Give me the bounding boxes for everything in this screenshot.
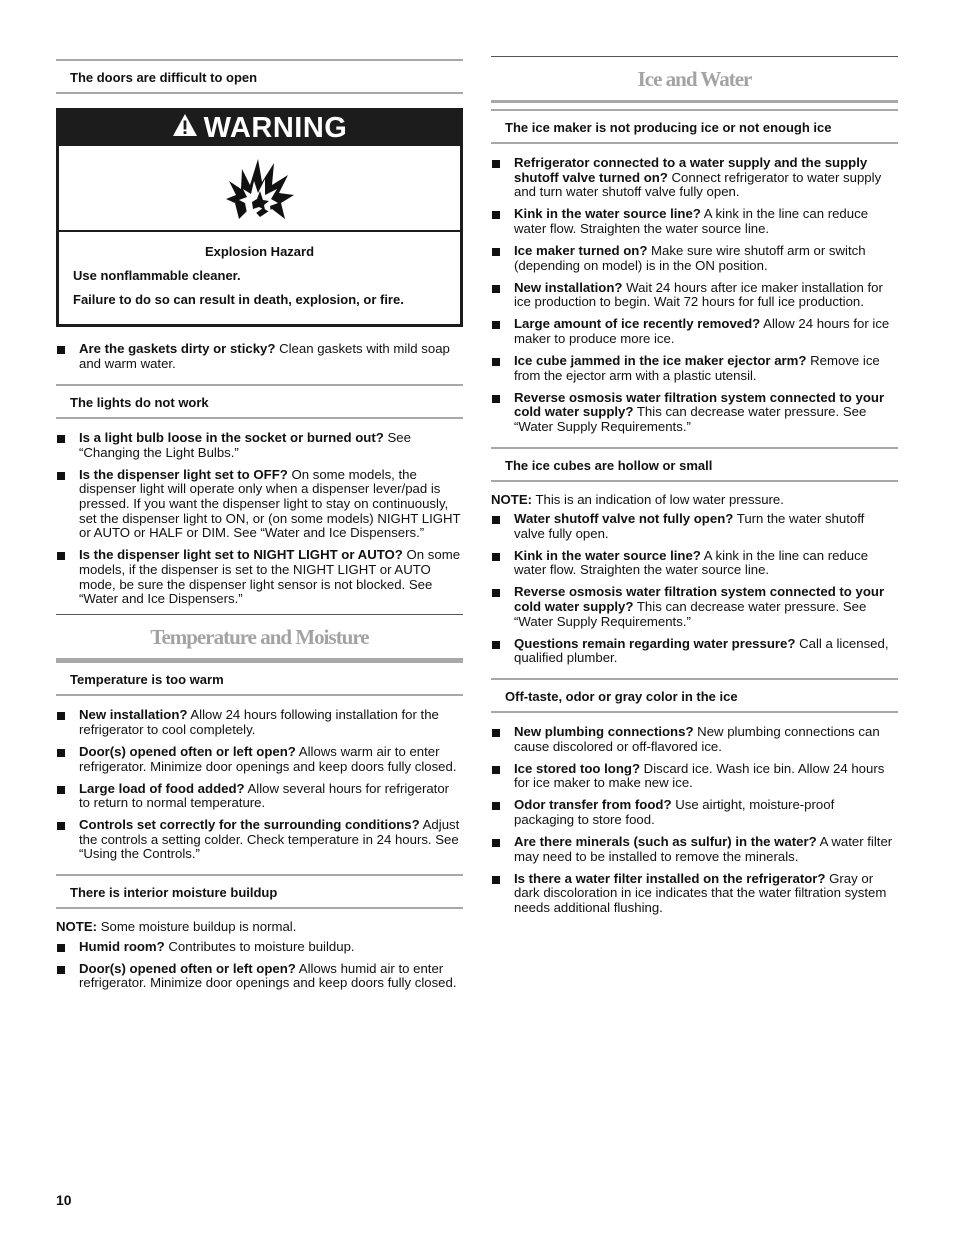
- left-column: [56, 56, 463, 998]
- bullet-square-icon: [492, 211, 500, 219]
- temperature-section-title: Temperature and Moisture: [56, 614, 463, 661]
- moisture-header: There is interior moisture buildup: [56, 874, 463, 909]
- warning-heading: [59, 111, 460, 146]
- moisture-list: [56, 940, 463, 991]
- bullet-square-icon: [492, 553, 500, 561]
- doors-header: The doors are difficult to open: [56, 59, 463, 94]
- bullet-square-icon: [57, 472, 65, 480]
- list-item: Ice cube jammed in the ice maker ejector arm? Remove ice from the ejector arm with a plastic utensil.: [491, 354, 898, 383]
- list-item: New installation? Allow 24 hours following installation for the refrigerator to cool completely.: [56, 708, 463, 737]
- list-item: Controls set correctly for the surrounding conditions? Adjust the controls a setting colder. Check temperature in 24 hours. See “Using the Controls.”: [56, 818, 463, 862]
- bullet-square-icon: [57, 822, 65, 830]
- list-item: Is the dispenser light set to OFF? On some models, the dispenser light will operate only when a dispenser lever/pad is pressed. If you want the dispenser light to stay on continuously, set the dispenser light to ON, or (on some models) NIGHT LIGHT or AUTO or HALF or DIM. See “Water and Ice Dispensers.”: [56, 468, 463, 541]
- bullet-square-icon: [492, 160, 500, 168]
- list-item: Kink in the water source line? A kink in the line can reduce water flow. Straighten the water source line.: [491, 207, 898, 236]
- list-item: Is a light bulb loose in the socket or burned out? See “Changing the Light Bulbs.”: [56, 431, 463, 460]
- list-item: Are there minerals (such as sulfur) in the water? A water filter may need to be installed to remove the minerals.: [491, 835, 898, 864]
- bullet-square-icon: [492, 766, 500, 774]
- list-item: Are the gaskets dirty or sticky? Clean gaskets with mild soap and warm water.: [56, 342, 463, 371]
- bullet-square-icon: [492, 589, 500, 597]
- list-item: Kink in the water source line? A kink in the line can reduce water flow. Straighten the water source line.: [491, 549, 898, 578]
- bullet-square-icon: [57, 552, 65, 560]
- icemaker-header: The ice maker is not producing ice or not enough ice: [491, 109, 898, 144]
- list-item: Reverse osmosis water filtration system connected to your cold water supply? This can decrease water pressure. See “Water Supply Requirements.”: [491, 585, 898, 629]
- list-item: Humid room? Contributes to moisture buildup.: [56, 940, 463, 955]
- bullet-square-icon: [492, 358, 500, 366]
- list-item: Questions remain regarding water pressure? Call a licensed, qualified plumber.: [491, 637, 898, 666]
- doors-list: [56, 342, 463, 371]
- list-item: Ice stored too long? Discard ice. Wash ice bin. Allow 24 hours for ice maker to make new ice.: [491, 762, 898, 791]
- bullet-square-icon: [492, 839, 500, 847]
- bullet-square-icon: [492, 248, 500, 256]
- bullet-square-icon: [492, 802, 500, 810]
- list-item: Large amount of ice recently removed? Allow 24 hours for ice maker to produce more ice.: [491, 317, 898, 346]
- bullet-square-icon: [492, 641, 500, 649]
- list-item: Is there a water filter installed on the refrigerator? Gray or dark discoloration in ice indicates that the water filtration system needs additional flushing.: [491, 872, 898, 916]
- bullet-square-icon: [492, 395, 500, 403]
- icemaker-list: [491, 156, 898, 435]
- lights-list: [56, 431, 463, 607]
- hollow-header: The ice cubes are hollow or small: [491, 447, 898, 482]
- page-number: 10: [56, 1192, 72, 1208]
- bullet-square-icon: [492, 285, 500, 293]
- warning-heading-text: WARNING: [203, 112, 348, 144]
- warm-header: Temperature is too warm: [56, 661, 463, 696]
- list-item: Door(s) opened often or left open? Allows warm air to enter refrigerator. Minimize door openings and keep doors fully closed.: [56, 745, 463, 774]
- bullet-square-icon: [57, 749, 65, 757]
- hollow-note: NOTE: This is an indication of low water pressure.: [491, 491, 784, 507]
- bullet-square-icon: [492, 729, 500, 737]
- warm-list: [56, 708, 463, 862]
- warning-box: [56, 108, 463, 327]
- list-item: Large load of food added? Allow several hours for refrigerator to return to normal temperature.: [56, 782, 463, 811]
- bullet-square-icon: [492, 516, 500, 524]
- bullet-square-icon: [57, 712, 65, 720]
- bullet-square-icon: [57, 786, 65, 794]
- ice-water-section-title: Ice and Water: [491, 56, 898, 103]
- moisture-note: NOTE: Some moisture buildup is normal.: [56, 919, 297, 935]
- bullet-square-icon: [57, 346, 65, 354]
- hollow-list: [491, 512, 898, 666]
- list-item: New plumbing connections? New plumbing connections can cause discolored or off-flavored ice.: [491, 725, 898, 754]
- list-item: Water shutoff valve not fully open? Turn the water shutoff valve fully open.: [491, 512, 898, 541]
- warning-line-2: Failure to do so can result in death, explosion, or fire.: [73, 292, 404, 307]
- explosion-icon: [59, 146, 460, 232]
- taste-header: Off-taste, odor or gray color in the ice: [491, 678, 898, 713]
- hazard-title: Explosion Hazard: [204, 244, 315, 259]
- list-item: Reverse osmosis water filtration system connected to your cold water supply? This can decrease water pressure. See “Water Supply Requirements.”: [491, 391, 898, 435]
- right-column: [491, 56, 898, 923]
- warning-line-1: Use nonflammable cleaner.: [73, 268, 241, 283]
- list-item: Refrigerator connected to a water supply and the supply shutoff valve turned on? Connect refrigerator to water supply and turn water shutoff valve fully open.: [491, 156, 898, 200]
- list-item: Door(s) opened often or left open? Allows humid air to enter refrigerator. Minimize door openings and keep doors fully closed.: [56, 962, 463, 991]
- taste-list: [491, 725, 898, 916]
- warning-triangle-icon: [172, 112, 198, 145]
- bullet-square-icon: [492, 876, 500, 884]
- warning-body: [59, 232, 460, 324]
- bullet-square-icon: [57, 944, 65, 952]
- list-item: Is the dispenser light set to NIGHT LIGHT or AUTO? On some models, if the dispenser is set to the NIGHT LIGHT or AUTO mode, be sure the dispenser light sensor is not blocked. See “Water and Ice Dispensers.”: [56, 548, 463, 606]
- bullet-square-icon: [492, 321, 500, 329]
- lights-header: The lights do not work: [56, 384, 463, 419]
- bullet-square-icon: [57, 435, 65, 443]
- list-item: Odor transfer from food? Use airtight, moisture-proof packaging to store food.: [491, 798, 898, 827]
- bullet-square-icon: [57, 966, 65, 974]
- list-item: Ice maker turned on? Make sure wire shutoff arm or switch (depending on model) is in the ON position.: [491, 244, 898, 273]
- list-item: New installation? Wait 24 hours after ice maker installation for ice production to begin. Wait 72 hours for full ice production.: [491, 281, 898, 310]
